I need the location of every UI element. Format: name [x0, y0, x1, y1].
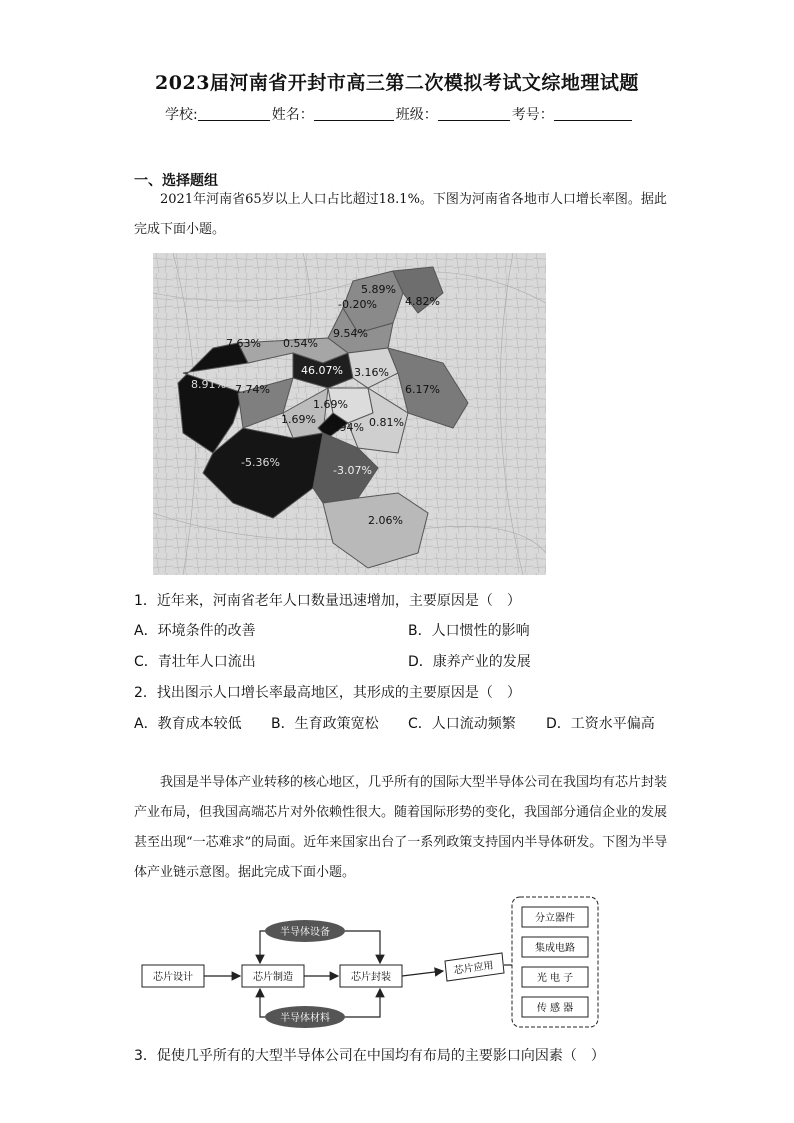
- map-label: 7.63%: [226, 337, 261, 350]
- passage-1: 2021年河南省65岁以上人口占比超过18.1%。下图为河南省各地市人口增长率图。据此完成下面小题。: [134, 192, 667, 237]
- name-blank[interactable]: [314, 106, 394, 121]
- chip-application-label: 芯片应用: [453, 960, 495, 977]
- question-2-option-c[interactable]: C．人口流动频繁: [408, 716, 516, 732]
- chip-manufacture-label: 芯片制造: [253, 972, 293, 983]
- chain-svg: [140, 895, 600, 1035]
- map-label: -5.36%: [241, 456, 280, 469]
- product-label: 分立器件: [535, 913, 575, 924]
- question-1-option-b[interactable]: B．人口惯性的影响: [408, 623, 530, 639]
- map-label: 4.82%: [405, 295, 440, 308]
- map-label: 9.54%: [333, 327, 368, 340]
- class-blank[interactable]: [438, 106, 510, 121]
- map-label: 2.06%: [368, 514, 403, 527]
- product-label: 传 感 器: [536, 1003, 574, 1014]
- class-label: 班级：: [395, 107, 438, 123]
- chip-design-label: 芯片设计: [153, 972, 193, 983]
- question-2-stem: 2．找出图示人口增长率最高地区，其形成的主要原因是（ ）: [134, 685, 521, 701]
- school-label: 学校:: [165, 107, 198, 123]
- id-label: 考号：: [511, 107, 554, 123]
- name-label: 姓名：: [271, 107, 314, 123]
- map-label: -3.07%: [333, 464, 372, 477]
- product-label: 光 电 子: [536, 973, 574, 984]
- map-label: 7.74%: [235, 383, 270, 396]
- map-label: 46.07%: [301, 364, 343, 377]
- question-2-option-d[interactable]: D．工资水平偏高: [546, 716, 655, 732]
- question-2-option-b[interactable]: B．生育政策宽松: [271, 716, 379, 732]
- product-label: 集成电路: [535, 943, 575, 954]
- map-label: 0.81%: [369, 416, 404, 429]
- student-info-line: [165, 104, 634, 124]
- henan-population-growth-map: [153, 253, 546, 575]
- passage-2: 我国是半导体产业转移的核心地区，几乎所有的国际大型半导体公司在我国均有芯片封装产业布局，但我国高端芯片对外依赖性很大。随着国际形势的变化，我国部分通信企业的发展甚至出现“一芯难求”的局面。近年来国家出台了一系列政策支持国内半导体研发。下图为半导体产业链示意图。据此完成下面小题。: [134, 775, 668, 880]
- question-1-stem: 1．近年来，河南省老年人口数量迅速增加，主要原因是（ ）: [134, 593, 521, 609]
- semiconductor-equipment-label: 半导体设备: [280, 927, 330, 938]
- map-label: 1.69%: [281, 413, 316, 426]
- map-label: 6.17%: [405, 383, 440, 396]
- section-heading: 一、选择题组: [134, 173, 218, 189]
- chain-arrows: [204, 931, 443, 1017]
- id-blank[interactable]: [554, 106, 632, 121]
- map-label: 3.16%: [354, 366, 389, 379]
- question-1-option-a[interactable]: A．环境条件的改善: [134, 623, 256, 639]
- question-1-option-c[interactable]: C．青壮年人口流出: [134, 654, 256, 670]
- map-label: 1.69%: [313, 398, 348, 411]
- semiconductor-material-label: 半导体材料: [280, 1013, 330, 1024]
- question-3-stem: 3．促使几乎所有的大型半导体公司在中国均有布局的主要影口向因素（ ）: [134, 1048, 605, 1064]
- map-label: 8.91%: [191, 378, 226, 391]
- map-label: 5.89%: [361, 283, 396, 296]
- semiconductor-chain-diagram: [140, 895, 600, 1035]
- chip-packaging-label: 芯片封装: [351, 972, 391, 983]
- school-blank[interactable]: [198, 106, 270, 121]
- map-svg: [153, 253, 546, 575]
- page-title: 2023届河南省开封市高三第二次模拟考试文综地理试题: [155, 72, 639, 94]
- question-2-option-a[interactable]: A．教育成本较低: [134, 716, 242, 732]
- map-label: -6.94%: [325, 421, 364, 434]
- map-label: 0.54%: [283, 337, 318, 350]
- map-label: -0.20%: [338, 298, 377, 311]
- question-1-option-d[interactable]: D．康养产业的发展: [408, 654, 531, 670]
